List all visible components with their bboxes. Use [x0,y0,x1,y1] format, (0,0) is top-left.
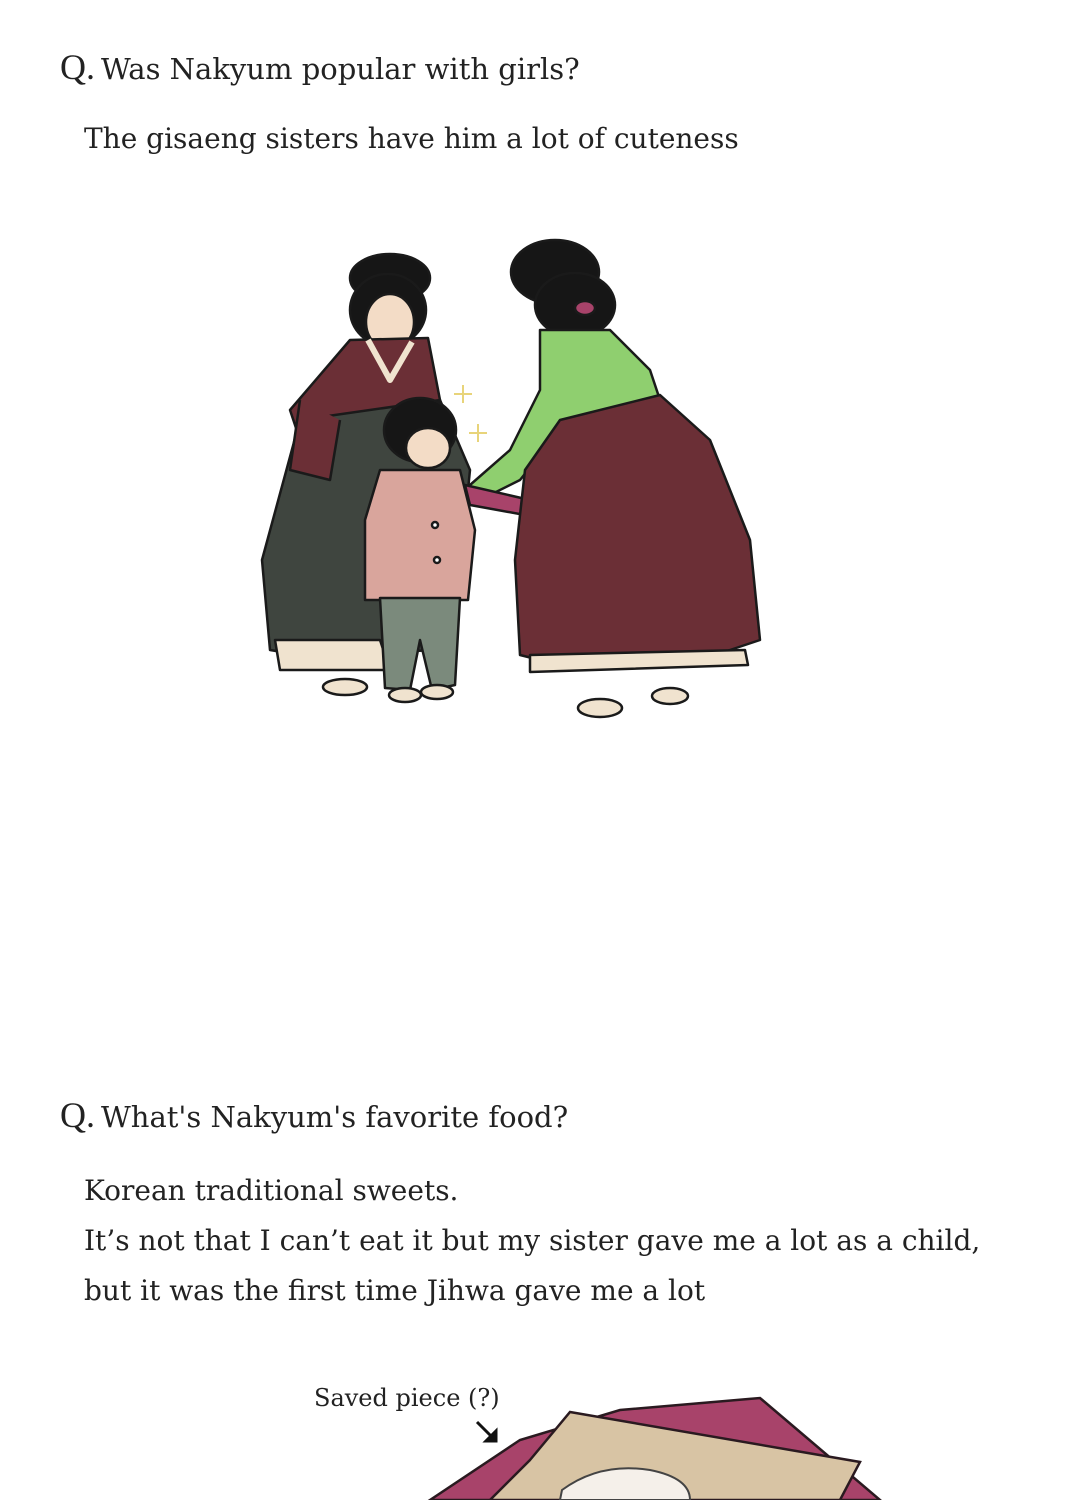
q-mark: Q. [60,47,95,87]
arrow-icon [477,1422,496,1441]
saved-piece-caption: Saved piece (?) [314,1384,500,1412]
question-text: What's Nakyum's favorite food? [101,1100,569,1134]
q-mark: Q. [60,1095,95,1135]
answer-line: The gisaeng sisters have him a lot of cuteness [84,122,739,155]
answer-line: but it was the first time Jihwa gave me a lot [84,1274,706,1307]
question-text: Was Nakyum popular with girls? [101,52,580,86]
answer-line: Korean traditional sweets. [84,1174,459,1207]
answer-line: It’s not that I can’t eat it but my sister gave me a lot as a child, [84,1224,981,1257]
